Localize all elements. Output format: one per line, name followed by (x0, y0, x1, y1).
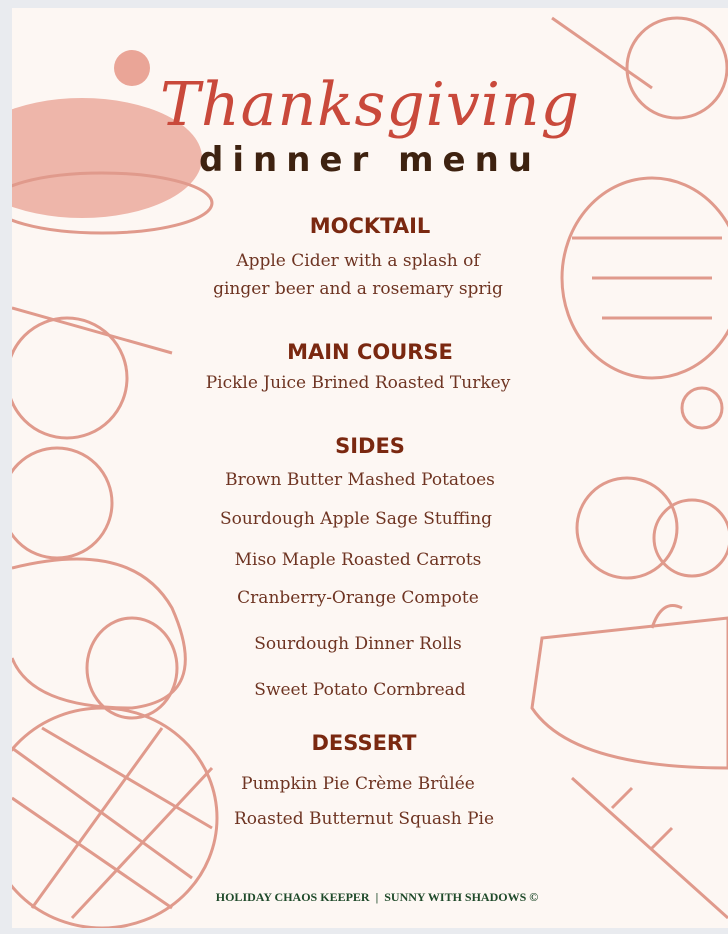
title-subtitle: dinner menu (199, 140, 541, 180)
menu-item: ginger beer and a rosemary sprig (213, 279, 503, 299)
heading-mocktail: MOCKTAIL (309, 214, 431, 238)
menu-item: Miso Maple Roasted Carrots (234, 550, 482, 570)
footer-credit (12, 890, 728, 905)
menu-item: Sourdough Dinner Rolls (254, 634, 462, 654)
menu-item: Apple Cider with a splash of (236, 251, 480, 271)
menu-item: Roasted Butternut Squash Pie (233, 809, 495, 829)
menu-item: Pickle Juice Brined Roasted Turkey (205, 373, 511, 393)
title-script: Thanksgiving (160, 70, 580, 140)
menu-page (12, 8, 728, 928)
menu-item: Brown Butter Mashed Potatoes (225, 470, 495, 490)
menu-item: Sweet Potato Cornbread (254, 680, 466, 700)
footer-left: HOLIDAY CHAOS KEEPER (215, 890, 370, 904)
heading-dessert: DESSERT (311, 731, 417, 755)
menu-item: Cranberry-Orange Compote (237, 588, 479, 608)
menu-item: Sourdough Apple Sage Stuffing (219, 509, 493, 529)
footer-separator: | (375, 890, 379, 904)
menu-item: Pumpkin Pie Crème Brûlée (241, 774, 475, 794)
heading-sides: SIDES (335, 434, 405, 458)
footer-right: SUNNY WITH SHADOWS © (384, 890, 539, 904)
heading-main-course: MAIN COURSE (287, 340, 453, 364)
